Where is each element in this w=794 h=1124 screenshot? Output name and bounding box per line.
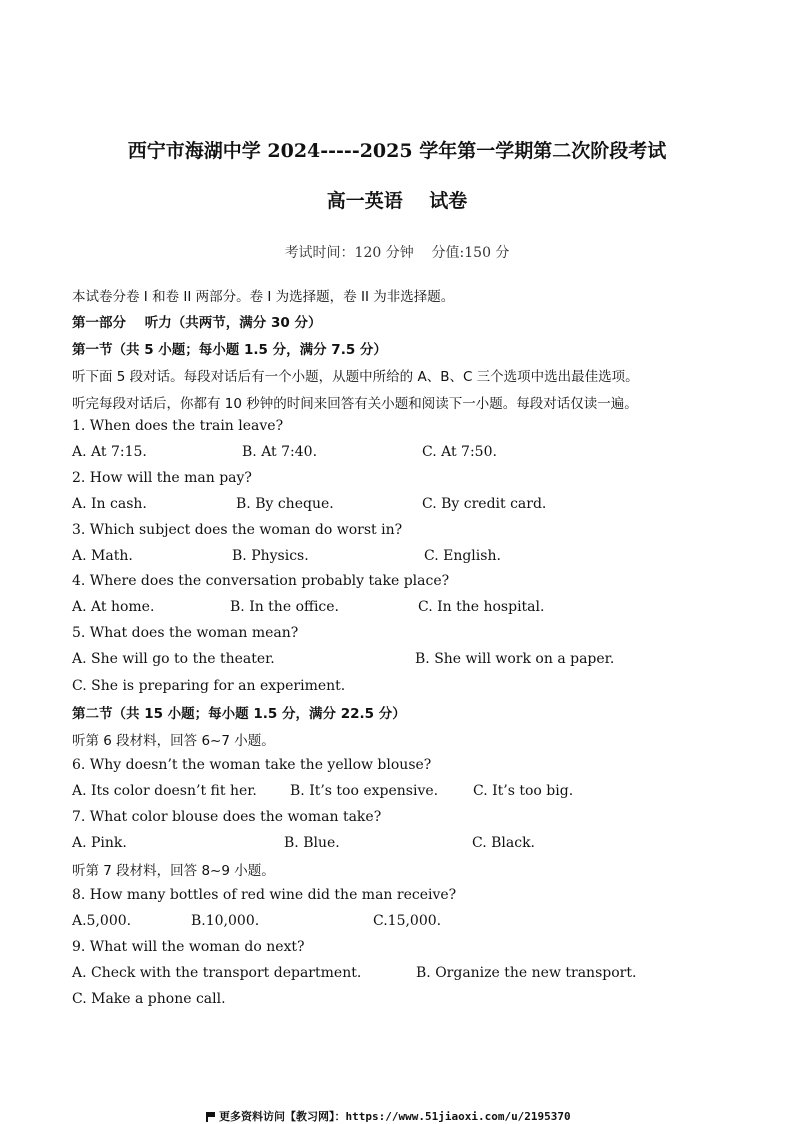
q6-option-b: B. It’s too expensive. xyxy=(290,783,439,799)
part1-heading: 第一部分 听力（共两节，满分 30 分） xyxy=(72,315,322,331)
exam-subtitle: 高一英语 试卷 xyxy=(326,190,468,212)
instruction-line-1: 听下面 5 段对话。每段对话后有一个小题，从题中所给的 A、B、C 三个选项中选出最佳选项。 xyxy=(72,369,639,385)
q1-option-c: C. At 7:50. xyxy=(422,444,497,460)
question-1: 1. When does the train leave? xyxy=(72,418,284,434)
q4-option-a: A. At home. xyxy=(72,599,155,615)
material-6-note: 听第 6 段材料，回答 6~7 小题。 xyxy=(72,733,275,749)
exam-title: 西宁市海湖中学 2024-----2025 学年第一学期第二次阶段考试 xyxy=(127,140,667,162)
intro-text: 本试卷分卷 I 和卷 II 两部分。卷 I 为选择题，卷 II 为非选择题。 xyxy=(72,289,455,305)
footer xyxy=(206,1108,571,1124)
instruction-line-2: 听完每段对话后，你都有 10 秒钟的时间来回答有关小题和阅读下一小题。每段对话仅读一遍。 xyxy=(72,396,638,412)
question-4: 4. Where does the conversation probably take place? xyxy=(72,573,450,589)
q7-option-b: B. Blue. xyxy=(284,835,340,851)
q1-option-b: B. At 7:40. xyxy=(242,444,318,460)
q6-option-c: C. It’s too big. xyxy=(473,783,574,799)
q5-option-c: C. She is preparing for an experiment. xyxy=(72,678,346,694)
q8-option-c: C.15,000. xyxy=(373,913,442,929)
q5-option-b: B. She will work on a paper. xyxy=(415,651,615,667)
footer-link-text[interactable]: 更多资料访问【教习网】：https://www.51jiaoxi.com/u/2195370 xyxy=(219,1110,571,1123)
q9-option-a: A. Check with the transport department. xyxy=(72,965,362,981)
q8-option-b: B.10,000. xyxy=(191,913,260,929)
q3-option-a: A. Math. xyxy=(72,548,133,564)
q7-option-c: C. Black. xyxy=(472,835,535,851)
q2-option-c: C. By credit card. xyxy=(422,496,547,512)
flag-icon xyxy=(206,1112,216,1121)
question-7: 7. What color blouse does the woman take? xyxy=(72,809,382,825)
question-8: 8. How many bottles of red wine did the man receive? xyxy=(72,887,457,903)
question-5: 5. What does the woman mean? xyxy=(72,625,299,641)
q9-option-b: B. Organize the new transport. xyxy=(416,965,637,981)
q4-option-c: C. In the hospital. xyxy=(418,599,545,615)
q7-option-a: A. Pink. xyxy=(72,835,127,851)
q2-option-a: A. In cash. xyxy=(72,496,147,512)
section1-heading: 第一节（共 5 小题；每小题 1.5 分，满分 7.5 分） xyxy=(72,342,387,358)
q2-option-b: B. By cheque. xyxy=(236,496,334,512)
q6-option-a: A. Its color doesn’t fit her. xyxy=(72,783,257,799)
q4-option-b: B. In the office. xyxy=(230,599,339,615)
q5-option-a: A. She will go to the theater. xyxy=(72,651,275,667)
exam-meta: 考试时间：120 分钟 分值:150 分 xyxy=(284,245,510,261)
question-9: 9. What will the woman do next? xyxy=(72,939,305,955)
question-2: 2. How will the man pay? xyxy=(72,470,252,486)
q1-option-a: A. At 7:15. xyxy=(72,444,147,460)
q3-option-b: B. Physics. xyxy=(232,548,309,564)
material-7-note: 听第 7 段材料，回答 8~9 小题。 xyxy=(72,863,275,879)
question-3: 3. Which subject does the woman do worst in? xyxy=(72,522,403,538)
question-6: 6. Why doesn’t the woman take the yellow blouse? xyxy=(72,757,432,773)
q9-option-c: C. Make a phone call. xyxy=(72,991,226,1007)
q3-option-c: C. English. xyxy=(424,548,501,564)
q8-option-a: A.5,000. xyxy=(72,913,132,929)
section2-heading: 第二节（共 15 小题；每小题 1.5 分，满分 22.5 分） xyxy=(72,706,406,722)
